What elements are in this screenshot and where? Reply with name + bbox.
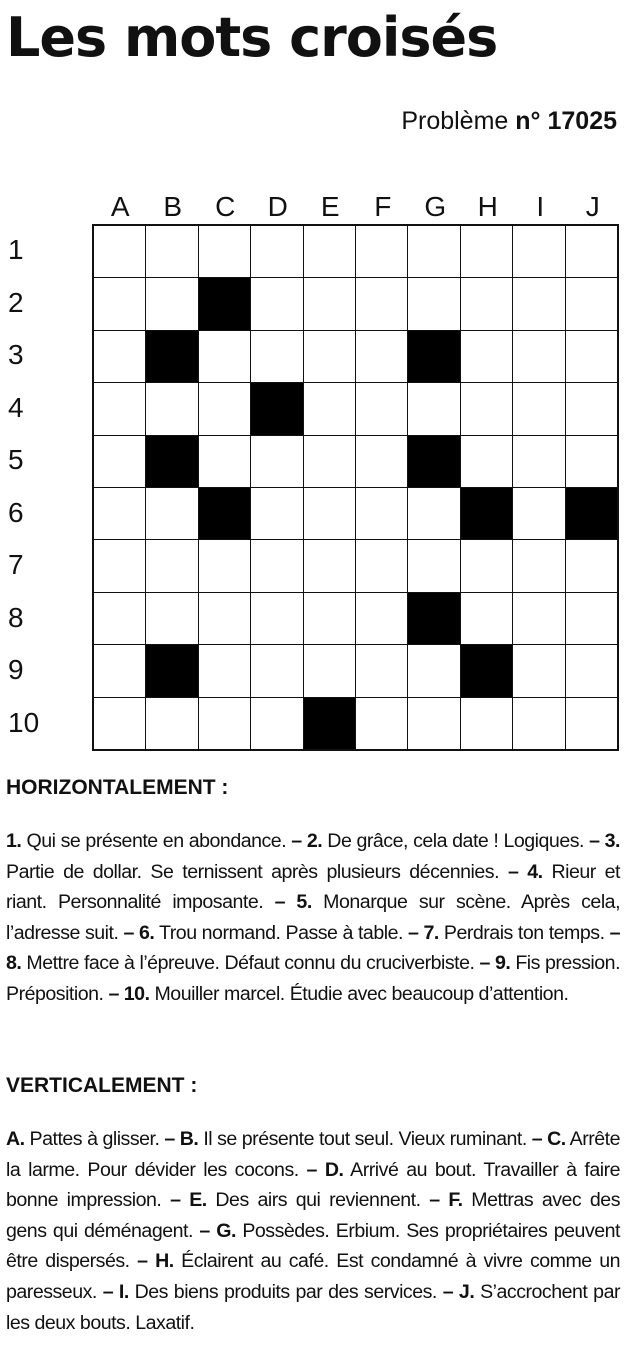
clue-number: 2. bbox=[306, 830, 323, 852]
grid-cell[interactable] bbox=[408, 488, 459, 539]
clue-text: Il se présente tout seul. Vieux ruminant. bbox=[198, 1128, 527, 1150]
clue-number: 6. bbox=[138, 921, 155, 944]
column-label: H bbox=[477, 191, 498, 222]
clue-number: A. bbox=[6, 1128, 25, 1150]
grid-cell[interactable] bbox=[408, 645, 459, 696]
grid-cell[interactable] bbox=[408, 278, 459, 329]
row-label: 9 bbox=[8, 654, 24, 685]
column-label: G bbox=[424, 191, 447, 222]
grid-cell[interactable] bbox=[408, 698, 459, 749]
clue-text: Possèdes. Erbium. Ses propriétaires peuvent être dispersés. bbox=[6, 1219, 620, 1273]
clue-number: H. bbox=[155, 1250, 174, 1273]
clue-text: Qui se présente en abondance. bbox=[21, 830, 287, 852]
grid-cell[interactable] bbox=[513, 278, 564, 329]
clue-number: J. bbox=[458, 1280, 475, 1303]
grid-cell[interactable] bbox=[513, 698, 564, 749]
grid-cell[interactable] bbox=[94, 383, 145, 434]
black-cell bbox=[408, 436, 459, 487]
clue-number: F. bbox=[448, 1189, 463, 1212]
grid-cell[interactable] bbox=[146, 488, 197, 539]
black-cell bbox=[146, 436, 197, 487]
grid-cell[interactable] bbox=[199, 698, 250, 749]
grid-cell[interactable] bbox=[566, 645, 617, 696]
clue-text: Trou normand. Passe à table. bbox=[154, 921, 403, 944]
grid-cell[interactable] bbox=[251, 226, 302, 277]
grid-cell[interactable] bbox=[251, 488, 302, 539]
clue-number: 1. bbox=[6, 830, 22, 852]
black-cell bbox=[461, 645, 512, 696]
grid-cell[interactable] bbox=[513, 226, 564, 277]
grid-cell[interactable] bbox=[461, 698, 512, 749]
clue-number: E. bbox=[189, 1189, 207, 1212]
grid-cell[interactable] bbox=[199, 331, 250, 382]
grid-cell[interactable] bbox=[146, 226, 197, 277]
row-label: 4 bbox=[8, 391, 24, 423]
grid-cell[interactable] bbox=[251, 698, 302, 749]
clue-number: D. bbox=[324, 1158, 344, 1181]
grid-cell[interactable] bbox=[146, 698, 197, 749]
grid-cell[interactable] bbox=[146, 278, 197, 329]
row-label: 6 bbox=[8, 496, 24, 528]
clue-number: 7. bbox=[423, 921, 439, 944]
grid-cell[interactable] bbox=[304, 226, 355, 277]
clue-number: 3. bbox=[604, 830, 620, 852]
grid-cell[interactable] bbox=[251, 331, 302, 382]
column-label: F bbox=[374, 191, 392, 222]
vertical-clues: A. Pattes à glisser. – B. Il se présente tout seul. Vieux ruminant. – C. Arrête la larme. Pour dévider les cocons. – D. Arrivé au bout. Travailler à faire bonne impression. – E. Des airs qui reviennent. – F. Mettras avec des gens qui déménagent. – G. Possèdes. Erbium. Ses propriétaires peuvent être dispersés. – H. Éclairent au café. Est condamné à vivre comme un paresseux. – I. Des biens produits par des services. – J. S’accrochent par les deux bouts. Laxatif. bbox=[6, 1128, 621, 1334]
row-label: 1 bbox=[8, 234, 24, 265]
grid-cell[interactable] bbox=[94, 593, 145, 644]
grid-cell[interactable] bbox=[408, 383, 459, 434]
grid-cell[interactable] bbox=[304, 593, 355, 644]
grid-cell[interactable] bbox=[304, 436, 355, 487]
black-cell bbox=[461, 488, 512, 539]
clue-text: Fis pression. Préposition. bbox=[6, 952, 621, 1005]
grid-cell[interactable] bbox=[566, 226, 617, 277]
clue-text: Arrête la larme. Pour dévider les cocons. bbox=[6, 1128, 620, 1181]
column-label: A bbox=[110, 191, 130, 222]
grid-cell[interactable] bbox=[304, 540, 355, 591]
clue-text: Monarque sur scène. Après cela, l’adresse suit. bbox=[6, 891, 621, 944]
clue bbox=[6, 952, 474, 974]
grid-cell[interactable] bbox=[461, 436, 512, 487]
clue-number: 5. bbox=[296, 891, 312, 914]
clue-text: Mettras avec des gens qui déménagent. bbox=[6, 1189, 621, 1242]
grid-cell[interactable] bbox=[461, 540, 512, 591]
column-label: C bbox=[215, 191, 236, 222]
clue bbox=[307, 830, 584, 852]
clue-number: 4. bbox=[527, 860, 543, 883]
clue-text: De grâce, cela date ! Logiques. bbox=[322, 830, 584, 852]
grid-cell[interactable] bbox=[304, 488, 355, 539]
clue-number: 10. bbox=[123, 982, 150, 1005]
black-cell bbox=[146, 331, 197, 382]
grid-cell[interactable] bbox=[356, 540, 407, 591]
black-cell bbox=[146, 645, 197, 696]
clue-number: G. bbox=[216, 1219, 236, 1242]
column-label: J bbox=[585, 191, 600, 222]
problem-prefix: Problème bbox=[401, 107, 509, 135]
grid-cell[interactable] bbox=[356, 331, 407, 382]
clue bbox=[6, 830, 286, 852]
clue-text: S’accrochent par les deux bouts. Laxatif. bbox=[6, 1280, 620, 1334]
grid-cell[interactable] bbox=[94, 540, 145, 591]
grid-cell[interactable] bbox=[146, 540, 197, 591]
black-cell bbox=[251, 383, 302, 434]
clue bbox=[119, 1281, 437, 1303]
clue bbox=[139, 922, 403, 944]
black-cell bbox=[199, 488, 250, 539]
grid-cell[interactable] bbox=[356, 436, 407, 487]
grid-cell[interactable] bbox=[199, 593, 250, 644]
grid-cell[interactable] bbox=[94, 488, 145, 539]
grid-cell[interactable] bbox=[94, 698, 145, 749]
grid-cell[interactable] bbox=[356, 488, 407, 539]
grid-cell[interactable] bbox=[356, 698, 407, 749]
black-cell bbox=[408, 331, 459, 382]
grid-cell[interactable] bbox=[356, 645, 407, 696]
column-label: E bbox=[320, 191, 340, 222]
grid-cell[interactable] bbox=[94, 436, 145, 487]
grid-cell[interactable] bbox=[304, 331, 355, 382]
grid-cell[interactable] bbox=[199, 383, 250, 434]
clue-number: C. bbox=[547, 1128, 566, 1150]
column-label: D bbox=[267, 191, 288, 222]
grid-cell[interactable] bbox=[461, 278, 512, 329]
grid-cell[interactable] bbox=[304, 645, 355, 696]
grid-cell[interactable] bbox=[199, 540, 250, 591]
grid-cell[interactable] bbox=[356, 226, 407, 277]
grid-cell[interactable] bbox=[94, 278, 145, 329]
grid-cell[interactable] bbox=[304, 383, 355, 434]
black-cell bbox=[408, 593, 459, 644]
clue-text: Partie de dollar. Se ternissent après plusieurs décennies. bbox=[6, 860, 500, 883]
clue-text: Des biens produits par des services. bbox=[128, 1280, 437, 1303]
grid-cell[interactable] bbox=[251, 436, 302, 487]
clue-text: Des airs qui reviennent. bbox=[206, 1189, 421, 1212]
grid-cell[interactable] bbox=[513, 383, 564, 434]
black-cell bbox=[566, 488, 617, 539]
clue bbox=[189, 1189, 420, 1211]
clue bbox=[6, 1128, 159, 1150]
row-label: 2 bbox=[8, 286, 24, 318]
vertical-heading: VERTICALEMENT : bbox=[6, 1074, 198, 1097]
problem-label: n° 17025 bbox=[515, 107, 617, 135]
row-label: 3 bbox=[8, 339, 24, 370]
clue-text: Éclairent au café. Est condamné à vivre comme un paresseux. bbox=[6, 1250, 620, 1303]
grid-cell[interactable] bbox=[251, 645, 302, 696]
clue-number: I. bbox=[118, 1280, 129, 1303]
grid-cell[interactable] bbox=[199, 436, 250, 487]
grid-cell[interactable] bbox=[566, 383, 617, 434]
column-label: I bbox=[536, 191, 545, 222]
horizontal-clues: 1. Qui se présente en abondance. – 2. De grâce, cela date ! Logiques. – 3. Partie de dollar. Se ternissent après plusieurs décennies. – 4. Rieur et riant. Personnalité imposante. – 5. Monarque sur scène. Après cela, l’adresse suit. – 6. Trou normand. Passe à table. – 7. Perdrais ton temps. – 8. Mettre face à l’épreuve. Défaut connu du cruciverbiste. – 9. Fis pression. Préposition. – 10. Mouiller marcel. Étudie avec beaucoup d’attention. bbox=[6, 830, 621, 1005]
grid-cell[interactable] bbox=[94, 226, 145, 277]
clue-text: Mettre face à l’épreuve. Défaut connu du cruciverbiste. bbox=[21, 952, 475, 975]
clue-text: Perdrais ton temps. bbox=[438, 921, 605, 944]
grid-cell[interactable] bbox=[146, 383, 197, 434]
clue-text: Pattes à glisser. bbox=[24, 1128, 160, 1150]
grid-cell[interactable] bbox=[461, 226, 512, 277]
clue bbox=[423, 922, 604, 944]
grid-cell[interactable] bbox=[408, 540, 459, 591]
grid-cell[interactable] bbox=[461, 593, 512, 644]
grid-cell[interactable] bbox=[513, 593, 564, 644]
crossword-grid bbox=[92, 224, 619, 751]
grid-cell[interactable] bbox=[513, 331, 564, 382]
problem-number bbox=[401, 106, 617, 136]
grid-cell[interactable] bbox=[566, 540, 617, 591]
clue-number: B. bbox=[179, 1128, 199, 1150]
grid-cell[interactable] bbox=[251, 540, 302, 591]
grid-cell[interactable] bbox=[146, 593, 197, 644]
grid-cell[interactable] bbox=[408, 226, 459, 277]
horizontal-heading: HORIZONTALEMENT : bbox=[6, 776, 229, 799]
grid-cell[interactable] bbox=[566, 278, 617, 329]
clue-number: 9. bbox=[494, 952, 511, 975]
column-label: B bbox=[163, 191, 183, 222]
grid-cell[interactable] bbox=[94, 645, 145, 696]
grid-cell[interactable] bbox=[304, 278, 355, 329]
page-title: Les mots croisés bbox=[6, 6, 498, 69]
grid-cell[interactable] bbox=[251, 593, 302, 644]
black-cell bbox=[199, 278, 250, 329]
grid-cell[interactable] bbox=[199, 226, 250, 277]
grid-cell[interactable] bbox=[251, 278, 302, 329]
grid-cell[interactable] bbox=[513, 645, 564, 696]
grid-cell[interactable] bbox=[356, 383, 407, 434]
black-cell bbox=[304, 698, 355, 749]
grid-cell[interactable] bbox=[566, 331, 617, 382]
clue bbox=[124, 983, 569, 1005]
grid-cell[interactable] bbox=[513, 540, 564, 591]
grid-cell[interactable] bbox=[566, 436, 617, 487]
row-labels bbox=[8, 224, 58, 749]
column-labels bbox=[94, 190, 619, 224]
grid-cell[interactable] bbox=[94, 331, 145, 382]
grid-cell[interactable] bbox=[513, 488, 564, 539]
row-label: 10 bbox=[8, 706, 40, 738]
clue-number: 8. bbox=[6, 952, 22, 975]
grid-cell[interactable] bbox=[566, 593, 617, 644]
grid-cell[interactable] bbox=[356, 278, 407, 329]
grid-cell[interactable] bbox=[461, 331, 512, 382]
clue-text: Rieur et riant. Personnalité imposante. bbox=[6, 860, 620, 914]
grid-cell[interactable] bbox=[199, 645, 250, 696]
row-label: 7 bbox=[8, 549, 24, 580]
grid-cell[interactable] bbox=[513, 436, 564, 487]
clue-text: Mouiller marcel. Étudie avec beaucoup d’attention. bbox=[149, 982, 569, 1005]
row-label: 8 bbox=[8, 601, 24, 633]
clue-text: Arrivé au bout. Travailler à faire bonne impression. bbox=[6, 1158, 620, 1212]
grid-cell[interactable] bbox=[461, 383, 512, 434]
grid-cell[interactable] bbox=[356, 593, 407, 644]
row-label: 5 bbox=[8, 444, 24, 475]
clue bbox=[180, 1128, 527, 1150]
grid-cell[interactable] bbox=[566, 698, 617, 749]
